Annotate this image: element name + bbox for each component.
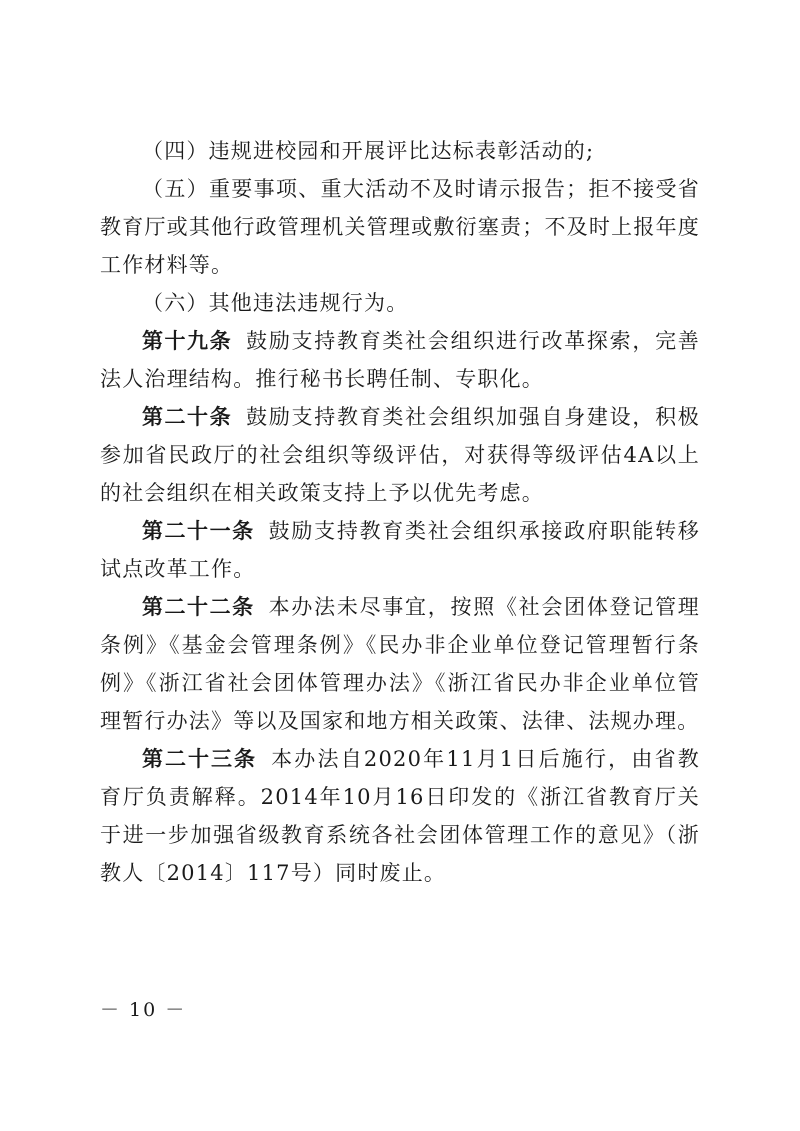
paragraph-item-6 bbox=[100, 284, 700, 322]
article-23 bbox=[100, 740, 700, 892]
page-number: － 10 － bbox=[100, 999, 187, 1021]
article-label: 第二十二条 bbox=[142, 595, 255, 619]
paragraph-text: （五）重要事项、重大活动不及时请示报告；拒不接受省教育厅或其他行政管理机关管理或敷衍塞责；不及时上报年度工作材料等。 bbox=[100, 177, 700, 277]
article-label: 第二十一条 bbox=[142, 519, 255, 543]
article-label: 第二十三条 bbox=[142, 747, 258, 771]
article-21 bbox=[100, 512, 700, 588]
article-19 bbox=[100, 322, 700, 398]
paragraph-text: （六）其他违法违规行为。 bbox=[142, 291, 409, 315]
article-text: 鼓励支持教育类社会组织进行改革探索，完善法人治理结构。推行秘书长聘任制、专职化。 bbox=[100, 329, 701, 391]
article-text: 本办法未尽事宜，按照《社会团体登记管理条例》《基金会管理条例》《民办非企业单位登记管理暂行条例》《浙江省社会团体管理办法》《浙江省民办非企业单位管理暂行办法》等以及国家和地方相关政策、法律、法规办理。 bbox=[100, 595, 700, 733]
paragraph-item-4 bbox=[100, 132, 700, 170]
article-text: 鼓励支持教育类社会组织加强自身建设，积极参加省民政厅的社会组织等级评估，对获得等级评估4A以上的社会组织在相关政策支持上予以优先考虑。 bbox=[100, 405, 701, 505]
paragraph-item-5 bbox=[100, 170, 700, 284]
document-body bbox=[100, 132, 700, 892]
article-label: 第十九条 bbox=[142, 329, 233, 353]
paragraph-text: （四）违规进校园和开展评比达标表彰活动的; bbox=[142, 139, 595, 163]
article-text: 本办法自2020年11月1日后施行，由省教育厅负责解释。2014年10月16日印发的《浙江省教育厅关于进一步加强省级教育系统各社会团体管理工作的意见》（浙教人〔2014〕117号）同时废止。 bbox=[100, 747, 701, 885]
article-22 bbox=[100, 588, 700, 740]
article-text: 鼓励支持教育类社会组织承接政府职能转移试点改革工作。 bbox=[100, 519, 700, 581]
article-label: 第二十条 bbox=[142, 405, 233, 429]
article-20 bbox=[100, 398, 700, 512]
